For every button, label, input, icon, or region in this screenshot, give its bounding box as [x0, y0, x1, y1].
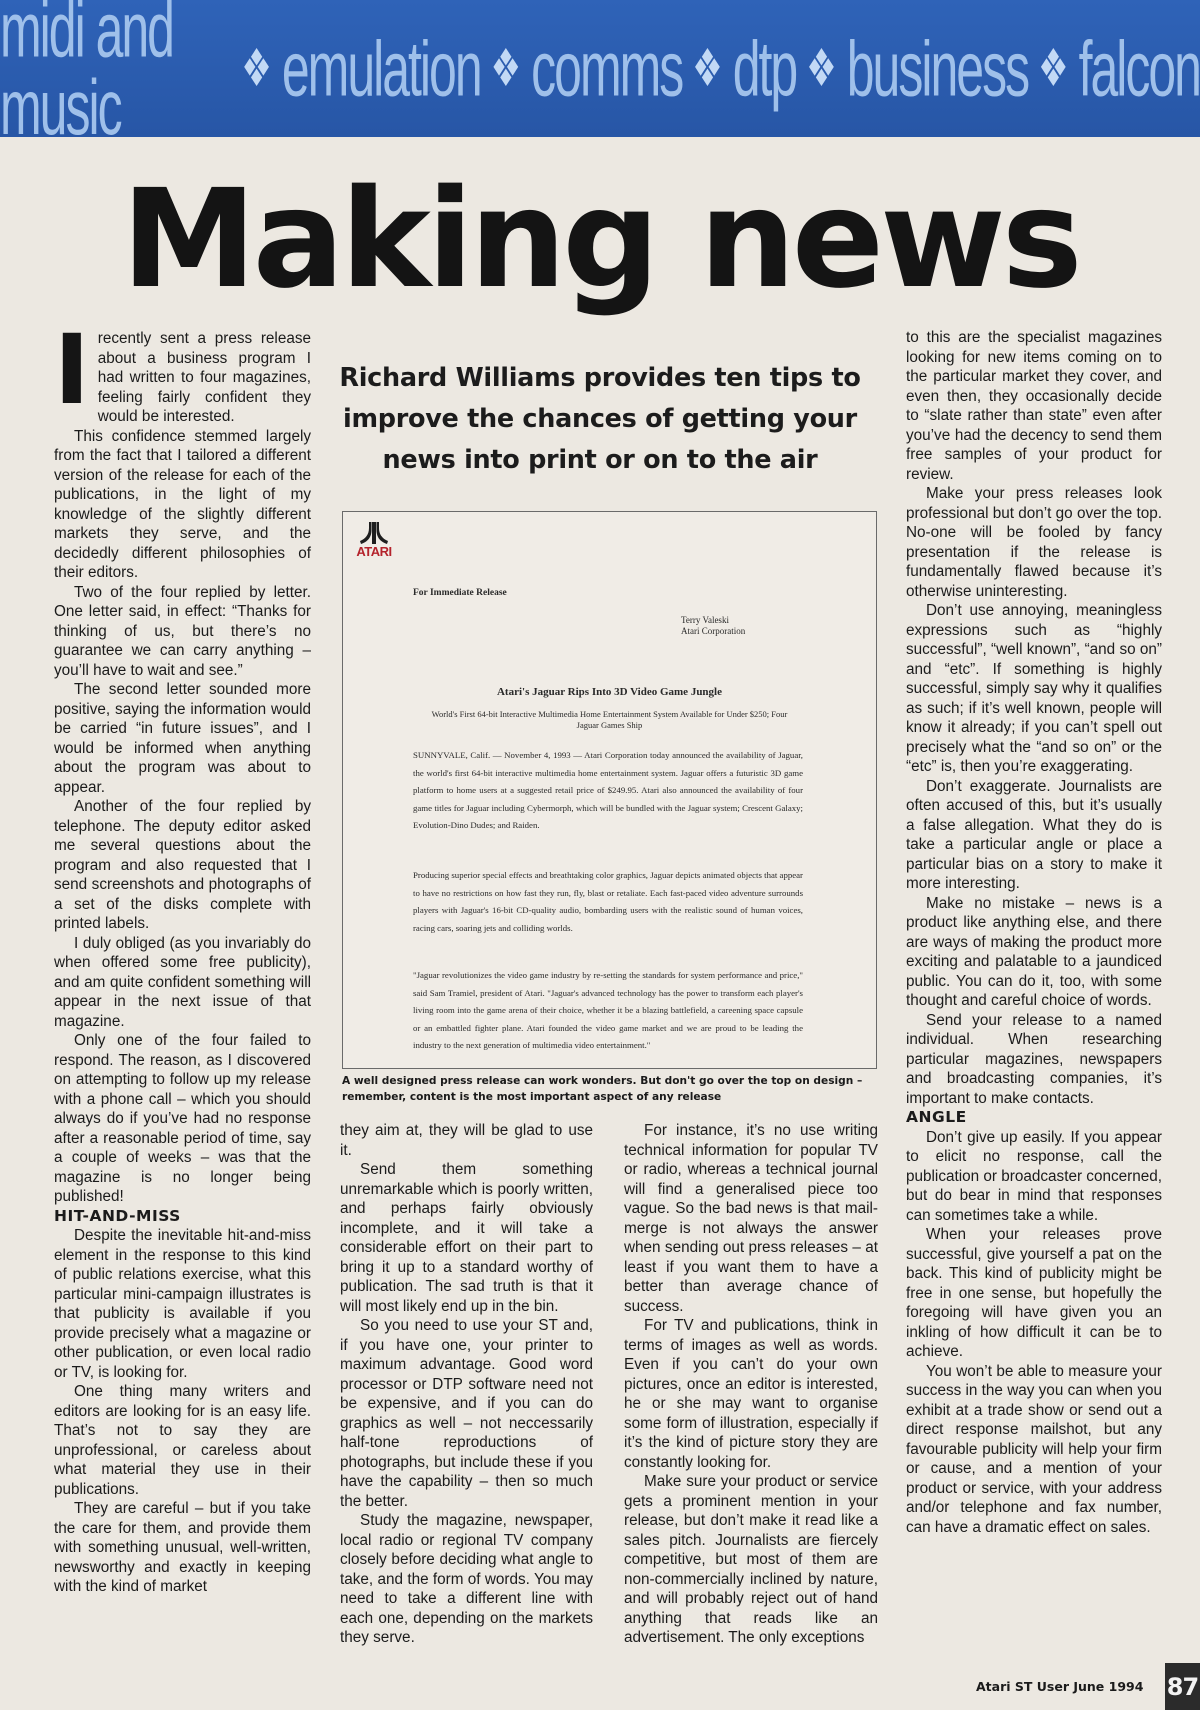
- paragraph: Make sure your product or service gets a prominent mention in your release, but don’t make it read like a sales pitch. Journalists are fiercely competitive, but most of them are non-commercially inclined by nature, and will probably reject out of hand anything that reads like an advertisement. The only exceptions: [624, 1473, 878, 1646]
- release-paragraph: "Jaguar revolutionizes the video game industry by re-setting the standards for system performance and price," said Sam Tramiel, president of Atari. "Jaguar's advanced technology has the power to transform each player's living room into the game arena of their choice, whether it be a blazing battlefield, a careening space capsule or an embattled fighter plane. Atari founded the video game market and we are proud to be leading the industry to the next generation of multimedia video entertainment.": [413, 970, 803, 1050]
- press-release-image: [342, 511, 877, 1069]
- paragraph: I duly obliged (as you invariably do when offered some free publicity), and am quite confident something will appear in the next issue of that magazine.: [54, 934, 311, 1030]
- paragraph: Only one of the four failed to respond. The reason, as I discovered on attempting to follow up my release with a phone call – which you should always do if you’ve had no response after a reasonable period of time, say a couple of weeks – was that the magazine is no longer being published!: [54, 1032, 311, 1205]
- paragraph: Send them something unremarkable which is poorly written, and perhaps fairly obviously incomplete, and it will take a considerable effort on their part to bring it up to a standard worthy of publication. The sad truth is that it will most likely end up in the bin.: [340, 1161, 593, 1315]
- paragraph: they aim at, they will be glad to use it.: [340, 1122, 593, 1159]
- paragraph: They are careful – but if you take the care for them, and provide them with something unusual, well-written, newsworthy and exactly in keeping with the kind of market: [54, 1500, 311, 1595]
- paragraph: recently sent a press release about a business program I had written to four magazines, feeling fairly confident they would be interested.: [97, 330, 311, 425]
- release-contact: [681, 615, 745, 637]
- diamond-separator-icon: ❖: [806, 39, 837, 98]
- article-column-3: [624, 1121, 878, 1648]
- contact-name: Terry Valeski: [681, 615, 729, 625]
- article-column-4: [906, 328, 1162, 1537]
- paragraph: You won’t be able to measure your success in the way you can when you exhibit at a trade show or send out a direct response mailshot, but any favourable publicity will help your firm or cause, and a mention of your product or service, with your address and/or telephone and fax number, can have a dramatic effect on sales.: [906, 1362, 1162, 1536]
- article-standfirst: Richard Williams provides ten tips to improve the chances of getting your news into print or on to the air: [339, 363, 861, 475]
- atari-wordmark: ATARI: [356, 544, 392, 559]
- contact-company: Atari Corporation: [681, 626, 746, 636]
- release-paragraph: SUNNYVALE, Calif. — November 4, 1993 — Atari Corporation today announced the availability of Jaguar, the world's first 64-bit interactive multimedia home entertainment system. Jaguar offers a futuristic 3D game platform to home users at a suggested retail price of $249.95. Atari also announced the availability of four game titles for Jaguar including Cybermorph, which will be bundled with the Jaguar system; Crescent Galaxy; Evolution-Dino Dudes; and Raiden.: [413, 750, 803, 830]
- banner-item-dtp: dtp: [732, 25, 797, 112]
- paragraph: For instance, it’s no use writing technical information for popular TV or radio, whereas a technical journal will find a generalised piece too vague. So the bad news is that mail-merge is not always the answer when sending out press releases – at least if you want them to have a better than average chance of success.: [624, 1122, 878, 1315]
- release-label: For Immediate Release: [413, 588, 507, 598]
- article-headline: Making news: [121, 161, 1079, 319]
- section-banner: [0, 0, 1200, 137]
- article-column-2: [340, 1121, 593, 1648]
- figure-caption: A well designed press release can work wonders. But don't go over the top on design – remember, content is the most important aspect of any release: [342, 1075, 863, 1103]
- paragraph: The second letter sounded more positive, saying the information would be carried “in future issues”, and I would be informed when anything about the program was about to appear.: [54, 681, 311, 796]
- release-paragraph: Producing superior special effects and breathtaking color graphics, Jaguar depicts animated objects that appear to have no restrictions on how fast they run, fly, blast or retaliate. Each fast-paced video adventure surrounds players with Jaguar's 16-bit CD-quality audio, bombarding users with the realistic sound of human voices, racing cars, soaring jets and colliding worlds.: [413, 870, 803, 933]
- paragraph: This confidence stemmed largely from the fact that I tailored a different version of the release for each of the publications, in the light of my knowledge of the slightly different markets they serve, and the decidedly different philosophies of their editors.: [54, 427, 311, 581]
- banner-item-midi: midi and music: [0, 0, 173, 137]
- diamond-separator-icon: ❖: [241, 39, 272, 98]
- paragraph: Don’t exaggerate. Journalists are often accused of this, but it’s usually a false allegation. What they do is take a particular angle or place a particular bias on a story to make it more interesting.: [906, 777, 1162, 892]
- magazine-issue-footer: Atari ST User June 1994: [976, 1679, 1144, 1694]
- paragraph: Two of the four replied by letter. One letter said, in effect: “Thanks for thinking of us, but there’s no guarantee we can carry anything – you’ll have to wait and see.”: [54, 583, 311, 679]
- paragraph: Don’t use annoying, meaningless expressions such as “highly successful”, “well known”, “and so on” and “etc”. If something is highly successful, simply say why it qualifies as such; if it’s well known, people will know it already; if you can’t spell out precisely what the “and so on” or the “etc” is, then you’re exaggerating.: [906, 602, 1162, 775]
- drop-cap: I: [54, 314, 90, 426]
- release-subtitle: World's First 64-bit Interactive Multimedia Home Entertainment System Available for Under $250; Four Jaguar Games Ship: [431, 709, 788, 730]
- subheading-angle: ANGLE: [906, 1108, 967, 1126]
- paragraph: Another of the four replied by telephone. The deputy editor asked me several questions about the program and also requested that I send screenshots and photographs of a set of the disks complete with printed labels.: [54, 798, 311, 932]
- diamond-separator-icon: ❖: [490, 39, 522, 98]
- subheading-hit-and-miss: HIT-AND-MISS: [54, 1206, 181, 1225]
- atari-logo: [356, 522, 392, 559]
- banner-item-business: business: [846, 25, 1029, 112]
- banner-item-emulation: emulation: [281, 25, 481, 112]
- paragraph: Don’t give up easily. If you appear to elicit no response, call the publication or broadcaster concerned, but do bear in mind that responses can sometimes take a while.: [906, 1128, 1162, 1224]
- paragraph: Make no mistake – news is a product like anything else, and there are ways of making the product more exciting and palatable to a jaundiced public. You can do it, too, with some thought and careful choice of words.: [906, 894, 1162, 1009]
- paragraph: Send your release to a named individual. When researching particular magazines, newspapers and broadcasting companies, it’s important to make contacts.: [906, 1011, 1162, 1107]
- diamond-separator-icon: ❖: [1038, 39, 1069, 98]
- atari-fuji-icon: [360, 522, 388, 544]
- paragraph: One thing many writers and editors are looking for is an easy life. That’s not to say they are unprofessional, or careless about what material they use in their publications.: [54, 1383, 311, 1498]
- paragraph: When your releases prove successful, give yourself a pat on the back. This kind of publicity might be free in one sense, but hopefully the foregoing will have given you an inkling of how difficult it can be to achieve.: [906, 1226, 1162, 1360]
- paragraph: to this are the specialist magazines looking for new items coming on to the particular market they cover, and even then, they occasionally decide to “slate rather than state” even after you’ve had the decency to send them free samples of your product for review.: [906, 329, 1162, 483]
- paragraph: For TV and publications, think in terms of images as well as words. Even if you can’t do your own pictures, once an editor is interested, he or she may want to organise some form of illustration, especially if it’s the kind of picture story they are constantly looking for.: [624, 1317, 878, 1471]
- paragraph: Despite the inevitable hit-and-miss element in the response to this kind of public relations exercise, what this particular mini-campaign illustrates is that publicity is available if you provide precisely what a magazine or other publication, or even local radio or TV, is looking for.: [54, 1227, 311, 1381]
- banner-item-comms: comms: [531, 25, 683, 112]
- article-column-1: [54, 314, 311, 1597]
- paragraph: Make your press releases look professional but don’t go over the top. No-one will be fooled by fancy presentation if the release is fundamentally flawed because it’s otherwise uninteresting.: [906, 485, 1162, 600]
- paragraph: So you need to use your ST and, if you have one, your printer to maximum advantage. Good word processor or DTP software need not be expensive, and if you can do graphics as well – not neccessarily half-tone reproductions of photographs, but include these if you have the capability – then so much the better.: [340, 1317, 593, 1510]
- diamond-separator-icon: ❖: [692, 39, 723, 98]
- release-title: Atari's Jaguar Rips Into 3D Video Game Jungle: [496, 686, 722, 698]
- paragraph: Study the magazine, newspaper, local radio or regional TV company closely before deciding what angle to take, and the form of words. You may need to take a different line with each one, depending on the markets they serve.: [340, 1512, 593, 1646]
- banner-items: [0, 0, 1200, 137]
- page-number: 87: [1165, 1663, 1200, 1710]
- banner-item-falcon: falcon: [1078, 25, 1200, 112]
